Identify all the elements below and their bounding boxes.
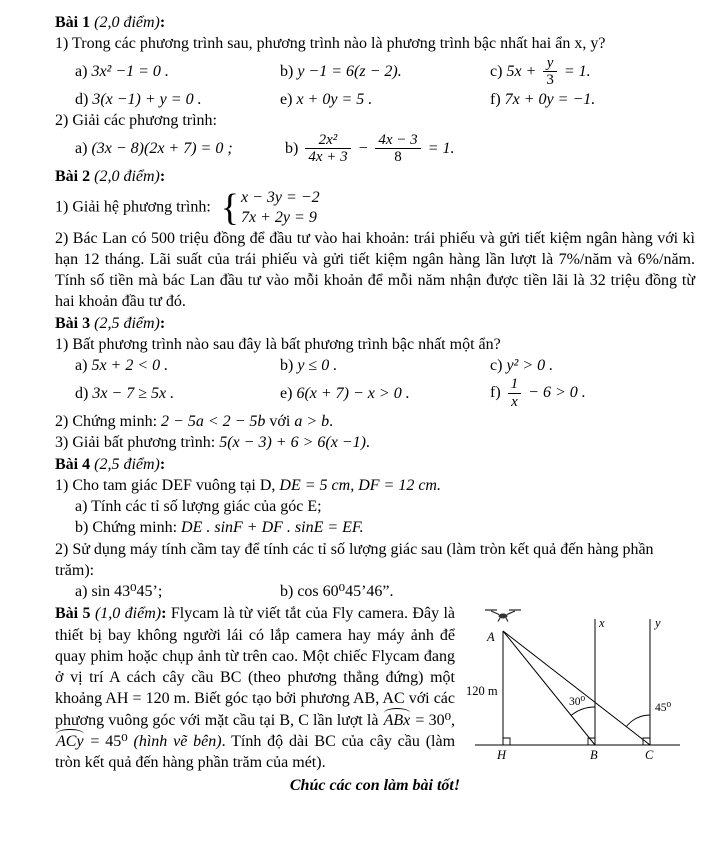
system-equation-1: x − 3y = −2 — [241, 188, 320, 206]
option-expression: 7x + 0y = −1. — [504, 91, 596, 109]
point-b-label: B — [590, 748, 598, 763]
equation-b — [285, 132, 695, 167]
option-b — [280, 355, 490, 376]
diagram-lines — [475, 619, 680, 745]
angle-c-label: 45⁰ — [655, 702, 672, 715]
option-label: f) — [490, 91, 501, 109]
fraction-numerator: 2x² — [305, 132, 350, 150]
bai1-question-2: 2) Giải các phương trình: — [55, 112, 217, 130]
ah-length-label: 120 m — [466, 684, 498, 699]
fraction-denominator: 8 — [394, 149, 402, 166]
equation-expression: (3x − 8)(2x + 7) = 0 ; — [91, 140, 233, 158]
question-text: 2) Chứng minh: — [55, 412, 162, 430]
question-text: b) Chứng minh: — [75, 519, 182, 537]
option-expression: 3x − 7 ≥ 5x . — [92, 385, 175, 403]
option-label: d) — [75, 385, 89, 403]
math-expression: DE . sinF + DF . sinE = EF. — [181, 519, 364, 537]
option-label: e) — [280, 385, 293, 403]
option-label: e) — [280, 91, 293, 109]
option-label: c) — [490, 357, 503, 375]
bai5-paragraph: Flycam là từ viết tắt của Fly camera. Đây là thiết bị bay không người lái có lắp camera hay máy ảnh để quay phim hoặc chụp ảnh từ trên cao. Một chiếc Flycam đang ở vị trí A cách cây cầu BC (theo phương thẳng đứng) một khoảng AH = 120 m. Biết góc tạo bởi phương AB, AC với các phương vuông góc với mặt cầu tại B, C lần lượt là — [55, 605, 456, 729]
figure-reference: (hình vẽ bên) — [133, 732, 222, 750]
question-text: 3) Giải bất phương trình: — [55, 434, 220, 452]
question-text: 1) Cho tam giác DEF vuông tại D, — [55, 476, 280, 494]
bai5-paragraph-end: . Tính độ dài BC của cây cầu (làm tròn kết quả đến hàng phần trăm của mét). — [55, 732, 456, 772]
option-d — [75, 383, 280, 404]
option-label: b) — [280, 63, 294, 81]
bai2-points: (2,0 điểm) — [94, 168, 160, 186]
bai1-question-1: 1) Trong các phương trình sau, phương trình nào là phương trình bậc nhất hai ẩn x, y? — [55, 35, 606, 53]
bai3-colon: : — [159, 314, 166, 332]
math-expression: a > b — [294, 412, 330, 430]
option-a — [75, 61, 280, 82]
bai4-question-1 — [55, 475, 695, 496]
angle-abx-notation: ABx — [383, 710, 412, 731]
option-expression: 6(x + 7) − x > 0 . — [296, 385, 410, 403]
axis-y-label: y — [655, 616, 661, 631]
bai1-q2-equations-row — [75, 132, 695, 167]
option-a — [75, 355, 280, 376]
bai3-question-3 — [55, 432, 695, 453]
bai3-question-1: 1) Bất phương trình nào sau đây là bất phương trình bậc nhất một ẩn? — [55, 335, 501, 353]
drone-icon — [485, 610, 521, 622]
equation-system — [221, 188, 320, 228]
option-label: c) — [490, 62, 503, 80]
bai5-colon: : — [161, 605, 167, 623]
option-d — [75, 89, 280, 110]
option-f — [490, 376, 695, 411]
bai5-section — [55, 603, 695, 773]
point-h-label: H — [497, 748, 507, 763]
option-a — [75, 581, 280, 602]
math-expression: 2 − 5a < 2 − 5b — [161, 412, 266, 430]
bai4-title: Bài 4 — [55, 455, 91, 473]
option-expression: 5x + — [506, 62, 537, 80]
bai5-text: = 30⁰, — [411, 711, 456, 729]
option-label: b) — [280, 357, 294, 375]
point-c-label: C — [645, 748, 654, 763]
fraction — [508, 376, 522, 411]
option-expression: 3(x −1) + y = 0 . — [92, 91, 202, 109]
bai5-text: = 45⁰ — [84, 732, 134, 750]
system-brace: { — [220, 186, 240, 229]
fraction — [543, 55, 557, 90]
bai2-heading — [55, 166, 695, 187]
bai4-question-2: 2) Sử dụng máy tính cầm tay để tính các tỉ số lượng giác sau (làm tròn kết quả đến hàng phần trăm): — [55, 540, 654, 579]
system-equation-2: 7x + 2y = 9 — [241, 208, 317, 226]
bai3-q1-options-row-1 — [75, 355, 695, 376]
question-text: . — [365, 434, 370, 452]
option-expression: y −1 = 6(z − 2). — [297, 63, 402, 81]
bai5-figure — [465, 605, 695, 769]
fraction-numerator: 4x − 3 — [375, 132, 420, 150]
angle-b-label: 30⁰ — [569, 696, 586, 709]
angle-acy-notation: ACy — [55, 731, 85, 752]
bai1-colon: : — [159, 14, 166, 31]
bai5-points: (1,0 điểm) — [94, 605, 162, 623]
option-label: f) — [490, 384, 501, 402]
bai3-points: (2,5 điểm) — [94, 314, 160, 332]
bai2-title: Bài 2 — [55, 168, 91, 186]
option-expression: y ≤ 0 . — [297, 357, 338, 375]
math-expression: DE = 5 cm, DF = 12 cm. — [279, 476, 441, 494]
bai4-q2-options-row — [75, 581, 695, 602]
option-expression: y² > 0 . — [506, 357, 554, 375]
option-expression: sin 43⁰45’; — [91, 583, 163, 601]
option-b — [280, 581, 695, 602]
equation-a — [75, 138, 285, 159]
angle-arcs — [571, 707, 650, 727]
bai2-question-1 — [55, 188, 695, 228]
option-label: a) — [75, 140, 88, 158]
bai2-q1-text: 1) Giải hệ phương trình: — [55, 198, 211, 216]
option-e — [280, 89, 490, 110]
bai3-title: Bài 3 — [55, 314, 91, 332]
math-expression: 5(x − 3) + 6 > 6(x −1) — [219, 434, 366, 452]
question-text: . — [329, 412, 334, 430]
bai1-title: Bài 1 — [55, 14, 91, 31]
fraction — [305, 132, 350, 167]
option-expression: 5x + 2 < 0 . — [91, 357, 169, 375]
option-c — [490, 355, 695, 376]
bai1-q1-options-row-1 — [75, 55, 695, 90]
option-expression: cos 60⁰45’46”. — [297, 583, 394, 601]
system-equations — [241, 188, 320, 228]
bai4-colon: : — [159, 455, 166, 473]
fraction-denominator: 4x + 3 — [308, 149, 348, 166]
equation-expression: = 1. — [427, 139, 455, 157]
fraction-numerator: 1 — [508, 376, 522, 394]
option-label: a) — [75, 583, 88, 601]
bai2-question-2: 2) Bác Lan có 500 triệu đồng để đầu tư vào hai khoản: trái phiếu và gửi tiết kiệm ngân hàng với kì hạn 12 tháng. Lãi suất của trái phiếu và gửi tiết kiệm ngân hàng lần lượt là 7%/năm và 6%/năm. Tính số tiền mà bác Lan đầu tư vào mỗi khoản để mỗi năm nhận được tiền lãi là 32 triệu đồng từ hai khoản đầu tư đó. — [55, 229, 695, 311]
bai3-question-2 — [55, 411, 695, 432]
bai4-points: (2,5 điểm) — [94, 455, 160, 473]
option-expression: − 6 > 0 . — [528, 384, 586, 402]
bai4-q1-item-a: a) Tính các tỉ số lượng giác của góc E; — [75, 498, 322, 516]
option-label: a) — [75, 357, 88, 375]
option-expression: 3x² −1 = 0 . — [91, 63, 169, 81]
bai1-q1-options-row-2 — [75, 89, 695, 110]
bai3-heading — [55, 313, 695, 334]
point-a-label: A — [487, 630, 495, 645]
option-label: b) — [280, 583, 294, 601]
bai2-colon: : — [159, 168, 166, 186]
option-label: a) — [75, 63, 88, 81]
option-expression: = 1. — [563, 62, 591, 80]
fraction-denominator: x — [511, 394, 518, 411]
fraction-numerator: y — [543, 55, 557, 73]
option-expression: x + 0y = 5 . — [296, 91, 373, 109]
fraction — [375, 132, 420, 167]
bai4-q1-item-b — [75, 517, 695, 538]
minus-sign: − — [357, 139, 369, 157]
bridge-diagram — [465, 605, 695, 763]
axis-x-label: x — [599, 616, 605, 631]
option-f — [490, 89, 695, 110]
option-b — [280, 61, 490, 82]
fraction-denominator: 3 — [546, 72, 554, 89]
question-text: với — [265, 412, 295, 430]
bai4-heading — [55, 454, 695, 475]
bai1-points: (2,0 điểm) — [94, 14, 160, 31]
option-label: d) — [75, 91, 89, 109]
bai5-title: Bài 5 — [55, 605, 91, 623]
option-e — [280, 383, 490, 404]
closing-message: Chúc các con làm bài tốt! — [289, 777, 461, 795]
bai3-q1-options-row-2 — [75, 376, 695, 411]
right-angle-marks — [503, 738, 650, 745]
option-label: b) — [285, 139, 299, 157]
option-c — [490, 55, 695, 90]
bai1-heading — [55, 12, 695, 33]
